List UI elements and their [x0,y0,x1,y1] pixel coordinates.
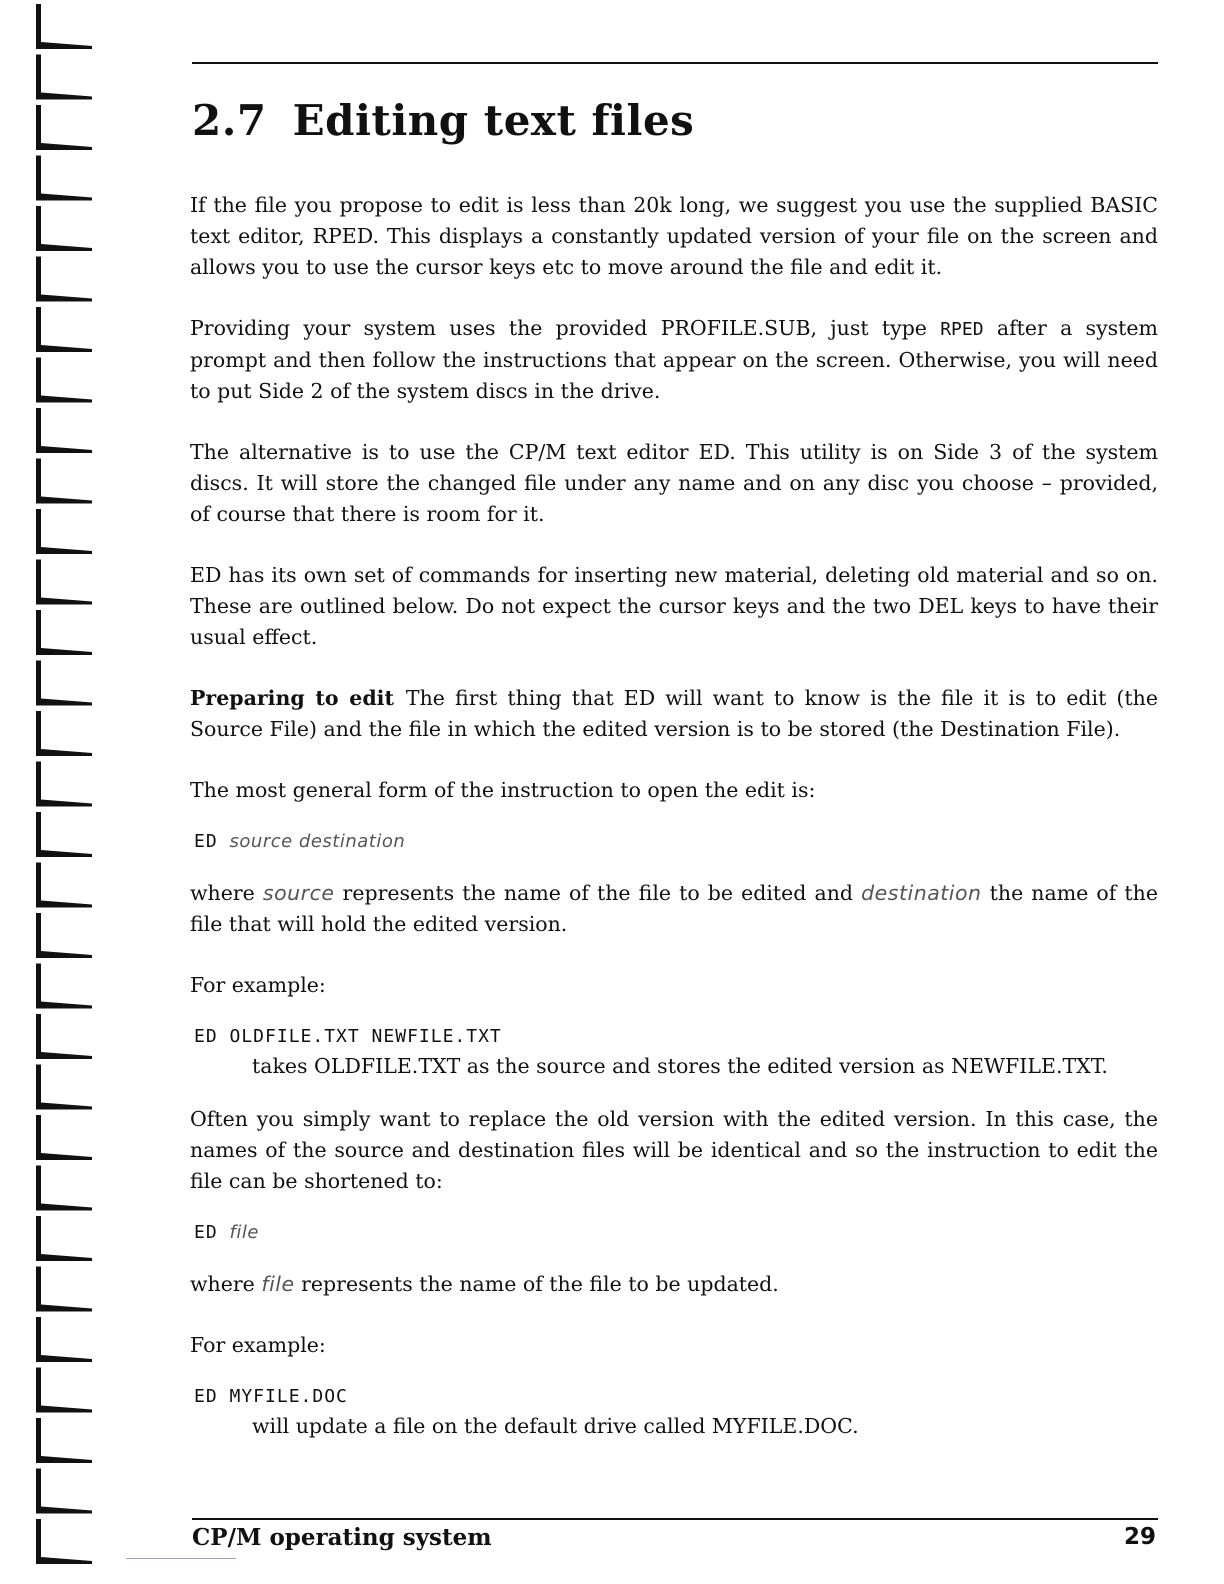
binding-mark [36,206,92,251]
binding-mark [36,913,92,958]
binding-mark [36,257,92,302]
binding-mark [36,1014,92,1059]
paragraph-for-example-2: For example: [190,1333,326,1357]
subheading-preparing-to-edit: Preparing to edit [190,686,394,710]
binding-mark [36,661,92,706]
section-title: Editing text files [292,96,695,145]
binding-mark [36,358,92,403]
paragraph-ed-commands: ED has its own set of commands for inserting new material, deleting old material and so on. These are outlined below. Do not expect the cursor keys and the two DEL keys to have their usual effect. [190,563,1158,649]
binding-mark [36,711,92,756]
spiral-binding-edge [0,0,100,1584]
binding-mark [36,408,92,453]
binding-mark [36,1065,92,1110]
binding-mark [36,105,92,150]
example-oldfile-description: takes OLDFILE.TXT as the source and stores the edited version as NEWFILE.TXT. [252,1054,1108,1078]
paragraph-profile-sub: Providing your system uses the provided PROFILE.SUB, just type RPED after a system prompt and then follow the instructions that appear on the screen. Otherwise, you will need to put Side 2 of the system discs in the drive. [190,316,1158,403]
page-title [192,96,694,145]
example-myfile: ED MYFILE.DOC [194,1386,348,1407]
syntax-source-destination: ED source destination [194,831,406,852]
binding-mark [36,610,92,655]
rped-command: RPED [940,319,984,340]
binding-mark [36,560,92,605]
paragraph-ed-alternative: The alternative is to use the CP/M text editor ED. This utility is on Side 3 of the system discs. It will store the changed file under any name and on any disc you choose – provided, of course that there is room for it. [190,440,1158,526]
binding-mark [36,1267,92,1312]
bottom-rule [192,1518,1158,1520]
binding-mark [36,812,92,857]
paragraph-general-form: The most general form of the instruction to open the edit is: [190,778,816,802]
binding-mark [36,1519,92,1564]
binding-mark [36,1418,92,1463]
paragraph-preparing-to-edit: Preparing to edit The first thing that ED will want to know is the file it is to edit (the Source File) and the file in which the edited version is to be stored (the Destination File). [190,686,1158,741]
paragraph-rped-intro: If the file you propose to edit is less than 20k long, we suggest you use the supplied BASIC text editor, RPED. This displays a constantly updated version of your file on the screen and allows you to use the cursor keys etc to move around the file and edit it. [190,193,1158,279]
binding-mark [36,307,92,352]
binding-mark [36,964,92,1009]
binding-mark [36,1317,92,1362]
binding-mark [36,1216,92,1261]
binding-mark [36,1115,92,1160]
binding-mark [36,863,92,908]
section-number: 2.7 [192,96,267,145]
binding-mark [36,1368,92,1413]
binding-mark [36,156,92,201]
paragraph-source-destination-explained: where source represents the name of the file to be edited and destination the name of the file that will hold the edited version. [190,881,1158,936]
binding-mark [36,4,92,49]
top-rule [192,62,1158,64]
binding-mark [36,55,92,100]
binding-mark [36,1469,92,1514]
page-number: 29 [1123,1524,1156,1550]
binding-mark [36,509,92,554]
binding-mark [36,762,92,807]
scan-artifact-line [126,1558,236,1559]
paragraph-for-example-1: For example: [190,973,326,997]
example-oldfile-newfile: ED OLDFILE.TXT NEWFILE.TXT [194,1026,502,1047]
footer-title: CP/M operating system [192,1524,492,1551]
paragraph-replace-old-version: Often you simply want to replace the old version with the edited version. In this case, the names of the source and destination files will be identical and so the instruction to edit the file can be shortened to: [190,1107,1158,1193]
paragraph-file-explained: where file represents the name of the file to be updated. [190,1272,779,1296]
binding-mark [36,459,92,504]
page-content [190,190,1158,1442]
example-myfile-description: will update a file on the default drive called MYFILE.DOC. [252,1414,859,1438]
syntax-file: ED file [194,1222,259,1243]
binding-mark [36,1166,92,1211]
